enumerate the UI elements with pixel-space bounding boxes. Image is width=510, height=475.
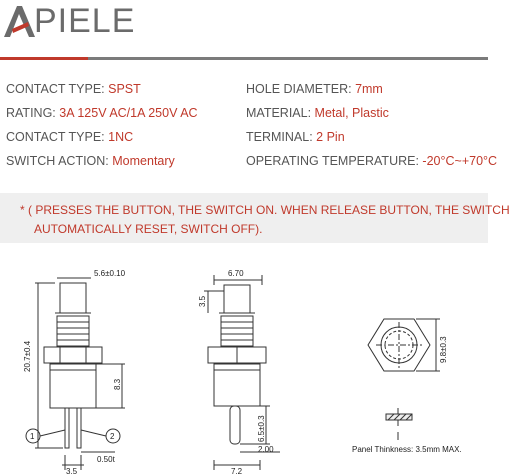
- spec-label: HOLE DIAMETER:: [246, 82, 352, 96]
- side-dim-base: 7.2: [231, 467, 243, 475]
- spec-label: MATERIAL:: [246, 106, 312, 120]
- front-view: [26, 278, 125, 470]
- spec-value: Metal, Plastic: [314, 106, 389, 120]
- side-dim-top: 6.70: [228, 269, 244, 278]
- spec-value: 7mm: [355, 82, 383, 96]
- spec-contact-type: [6, 82, 141, 96]
- spec-label: SWITCH ACTION:: [6, 154, 109, 168]
- top-dim-hex: 9.8±0.3: [439, 336, 448, 363]
- side-dim-pin-w: 2.00: [258, 445, 274, 454]
- spec-value: 1NC: [108, 130, 134, 144]
- spec-switch-action: [6, 154, 175, 168]
- spec-label: CONTACT TYPE:: [6, 130, 105, 144]
- panel-thickness-note: Panel Thinkness: 3.5mm MAX.: [352, 445, 462, 454]
- spec-label: OPERATING TEMPERATURE:: [246, 154, 419, 168]
- spec-value: Momentary: [112, 154, 175, 168]
- side-dim-cap: 3.5: [198, 295, 207, 307]
- side-view: [204, 275, 280, 470]
- front-label-2: 2: [110, 432, 115, 441]
- notice-asterisk: *: [20, 203, 25, 217]
- spec-label: RATING:: [6, 106, 56, 120]
- spec-terminal: [246, 130, 345, 144]
- front-dim-body: 8.3: [113, 378, 122, 390]
- spec-value: -20°C~+70°C: [422, 154, 498, 168]
- header-divider-accent: [0, 57, 88, 60]
- spec-value: SPST: [108, 82, 141, 96]
- apiele-logo-icon: [2, 4, 36, 38]
- front-dim-pin: 3.5: [66, 467, 78, 475]
- technical-drawing: [0, 250, 488, 475]
- spec-operating-temperature: [246, 154, 497, 168]
- notice-text-1: ( PRESSES THE BUTTON, THE SWITCH ON. WHEN RELEASE BUTTON, THE SWITCH: [28, 203, 510, 217]
- front-label-1: 1: [30, 432, 35, 441]
- brand-name: PIELE: [34, 2, 136, 40]
- front-dim-height: 20.7±0.4: [23, 340, 32, 372]
- spec-label: TERMINAL:: [246, 130, 313, 144]
- spec-value: 3A 125V AC/1A 250V AC: [59, 106, 198, 120]
- brand-logo: [2, 2, 135, 38]
- side-dim-pin-len: 6.5±0.3: [257, 415, 266, 442]
- notice-line-2: AUTOMATICALLY RESET, SWITCH OFF).: [34, 222, 263, 236]
- top-view: [368, 319, 440, 440]
- spec-label: CONTACT TYPE:: [6, 82, 105, 96]
- front-dim-pin-thk: 0.50t: [97, 455, 115, 464]
- spec-value: 2 Pin: [316, 130, 345, 144]
- notice-line-1: [20, 203, 510, 217]
- spec-hole-diameter: [246, 82, 383, 96]
- front-dim-top: 5.6±0.10: [94, 269, 126, 278]
- spec-material: [246, 106, 389, 120]
- spec-rating: [6, 106, 198, 120]
- spec-contact-type-2: [6, 130, 133, 144]
